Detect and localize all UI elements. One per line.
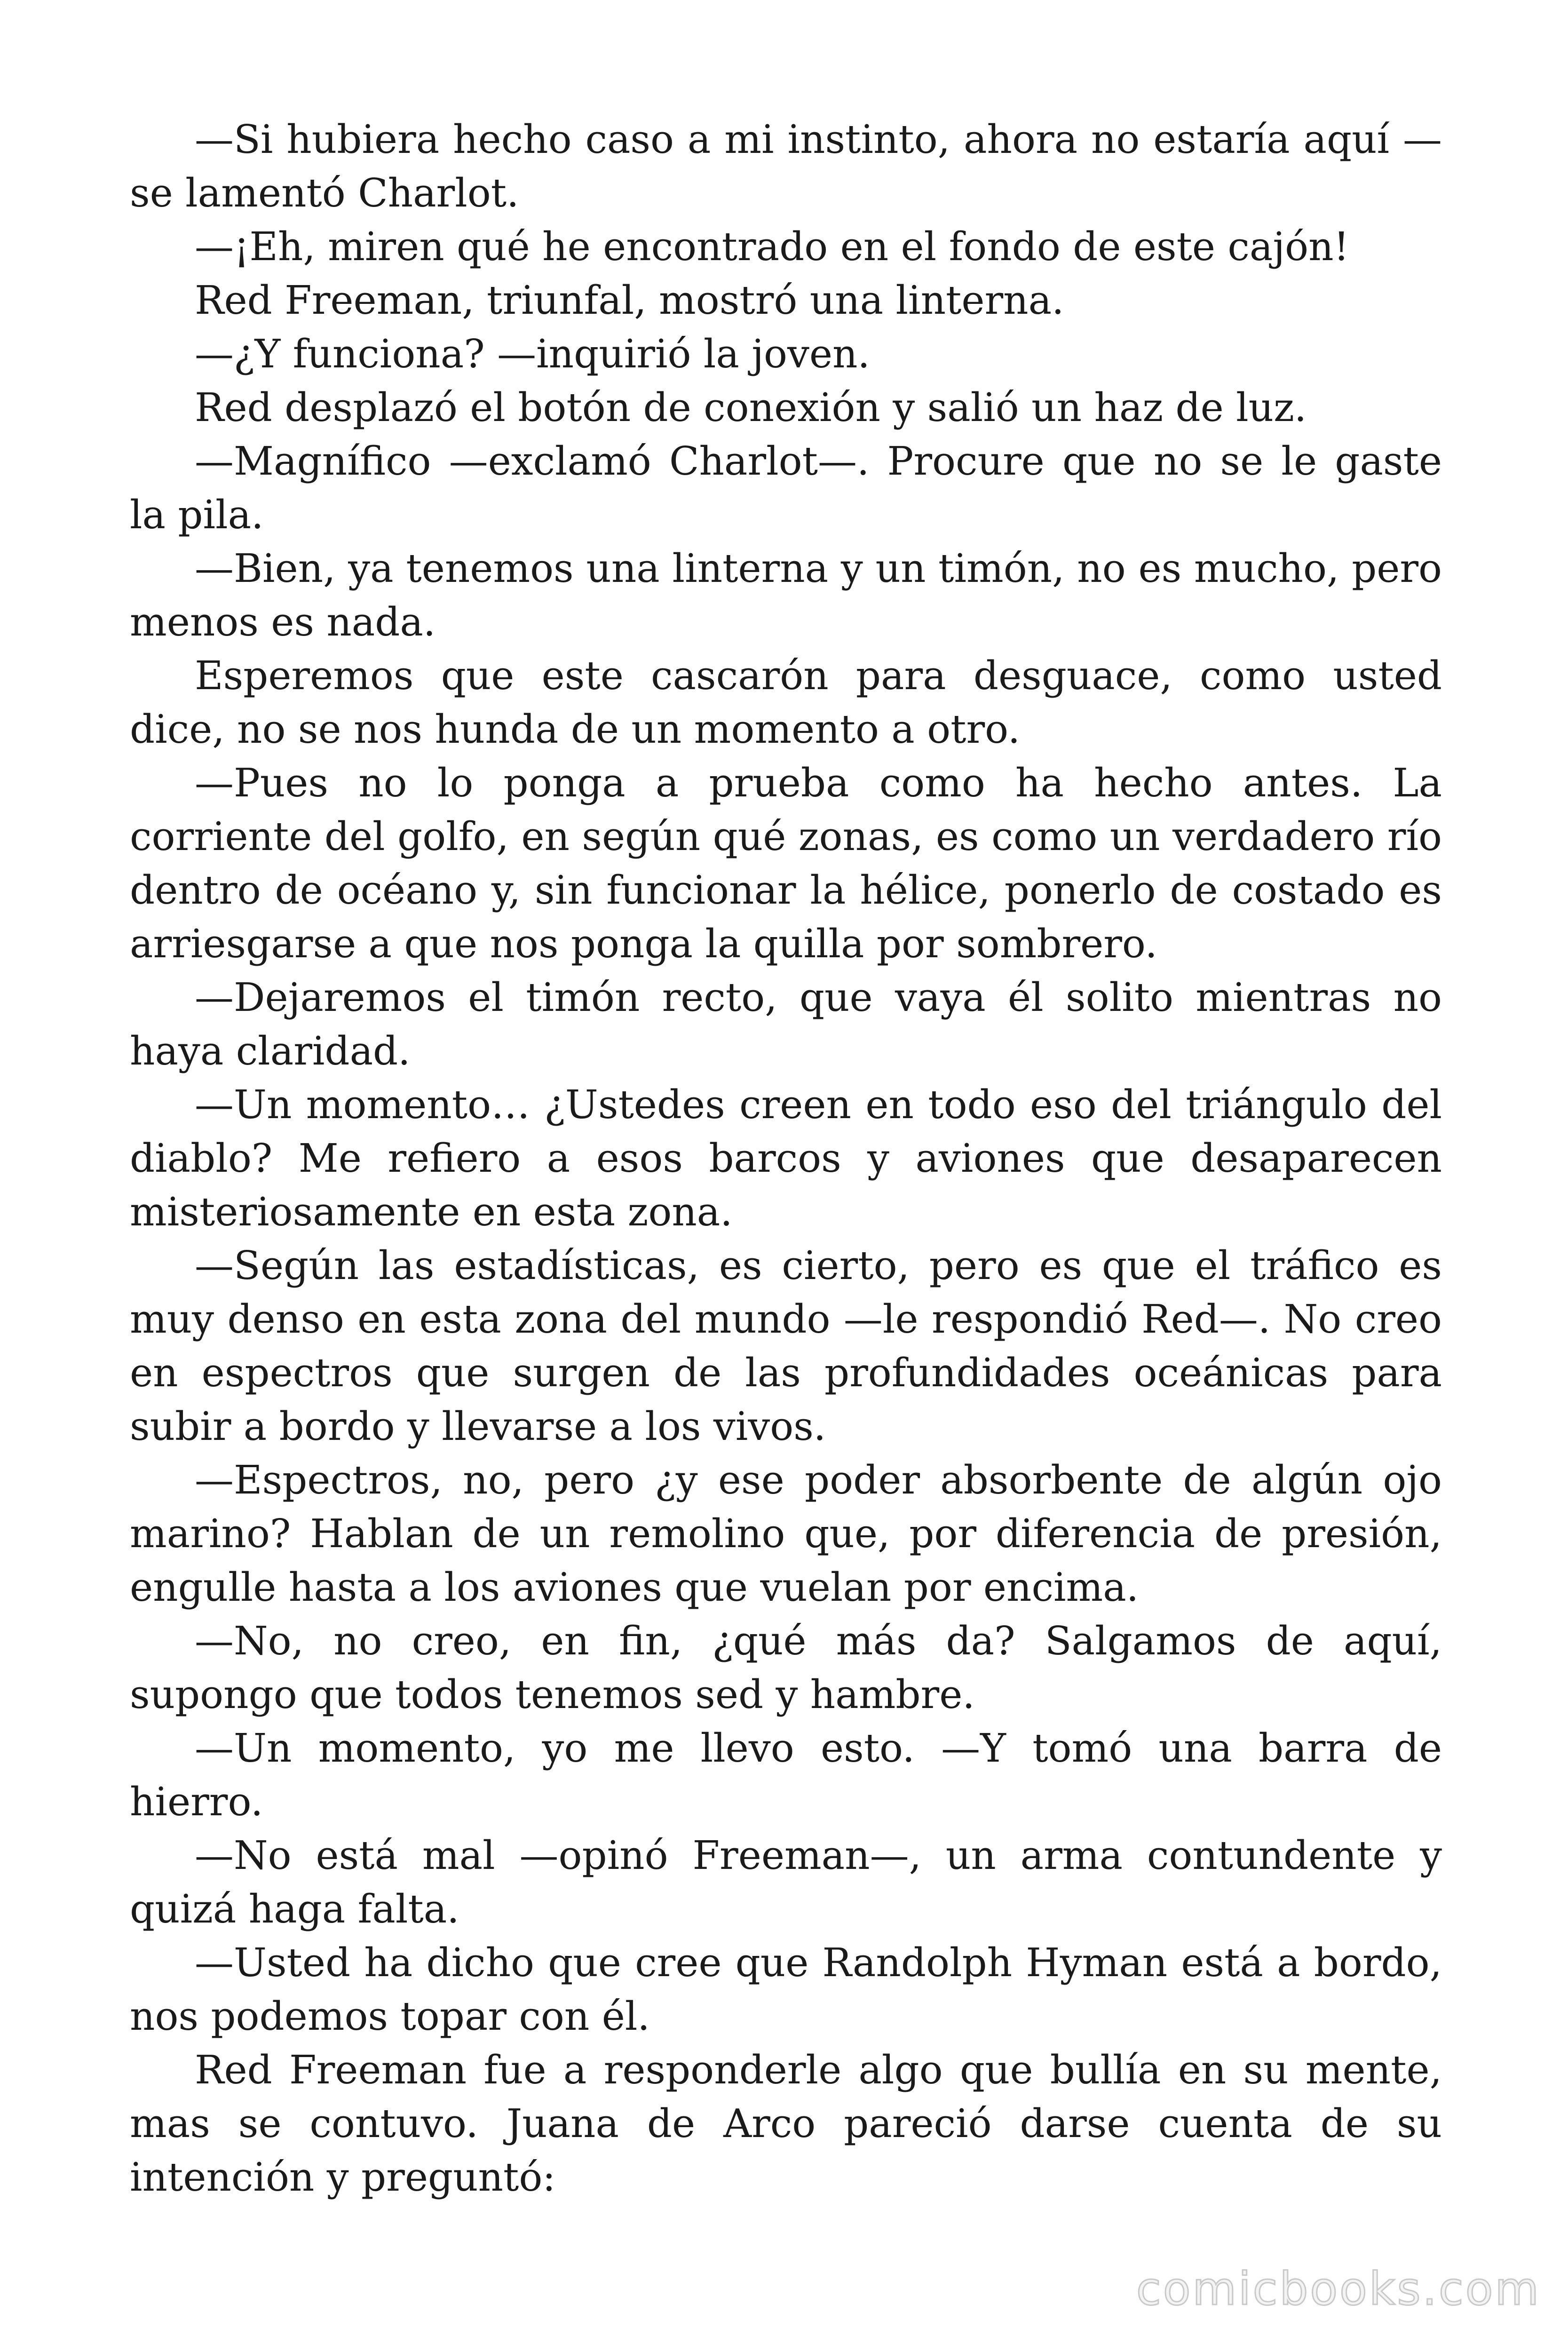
paragraph: —Usted ha dicho que cree que Randolph Hyman está a bordo, nos podemos topar con él.: [130, 1940, 1442, 2039]
paragraph: —Bien, ya tenemos una linterna y un timón, no es mucho, pero menos es nada.: [130, 546, 1442, 645]
paragraph: —Un momento… ¿Ustedes creen en todo eso del triángulo del diablo? Me refiero a esos barcos y aviones que desaparecen misteriosamente en esta zona.: [130, 1082, 1442, 1235]
paragraph: —Espectros, no, pero ¿y ese poder absorbente de algún ojo marino? Hablan de un remolino que, por diferencia de presión, engulle hasta a los aviones que vuelan por encima.: [130, 1457, 1442, 1610]
paragraph: —Pues no lo ponga a prueba como ha hecho antes. La corriente del golfo, en según qué zonas, es como un verdadero río dentro de océano y, sin funcionar la hélice, ponerlo de costado es arriesgarse a que nos ponga la quilla por sombrero.: [130, 760, 1442, 967]
paragraph: —Magnífico —exclamó Charlot—. Procure que no se le gaste la pila.: [130, 438, 1442, 538]
paragraph: Esperemos que este cascarón para desguace, como usted dice, no se nos hunda de un momento a otro.: [130, 653, 1442, 752]
paragraph: —Según las estadísticas, es cierto, pero es que el tráfico es muy denso en esta zona del mundo —le respondió Red—. No creo en espectros que surgen de las profundidades oceánicas para subir a bordo y llevarse a los vivos.: [130, 1243, 1442, 1449]
paragraph: —Un momento, yo me llevo esto. —Y tomó una barra de hierro.: [130, 1725, 1442, 1825]
paragraph: —Dejaremos el timón recto, que vaya él solito mientras no haya claridad.: [130, 975, 1442, 1074]
paragraph: —Si hubiera hecho caso a mi instinto, ahora no estaría aquí —se lamentó Charlot.: [130, 117, 1442, 216]
book-page-text: [130, 113, 1442, 2204]
paragraph: Red desplazó el botón de conexión y salió un haz de luz.: [195, 385, 1307, 430]
paragraph: Red Freeman fue a responderle algo que bullía en su mente, mas se contuvo. Juana de Arco pareció darse cuenta de su intención y preguntó:: [130, 2047, 1442, 2200]
paragraph: —No está mal —opinó Freeman—, un arma contundente y quizá haga falta.: [130, 1833, 1442, 1932]
paragraph: —¿Y funciona? —inquirió la joven.: [195, 331, 870, 377]
paragraph: —¡Eh, miren qué he encontrado en el fondo de este cajón!: [195, 224, 1349, 270]
watermark-logo: comicbooks.com: [1136, 2263, 1541, 2315]
paragraph: —No, no creo, en fin, ¿qué más da? Salgamos de aquí, supongo que todos tenemos sed y hambre.: [130, 1618, 1442, 1717]
paragraph: Red Freeman, triunfal, mostró una linterna.: [195, 278, 1064, 323]
